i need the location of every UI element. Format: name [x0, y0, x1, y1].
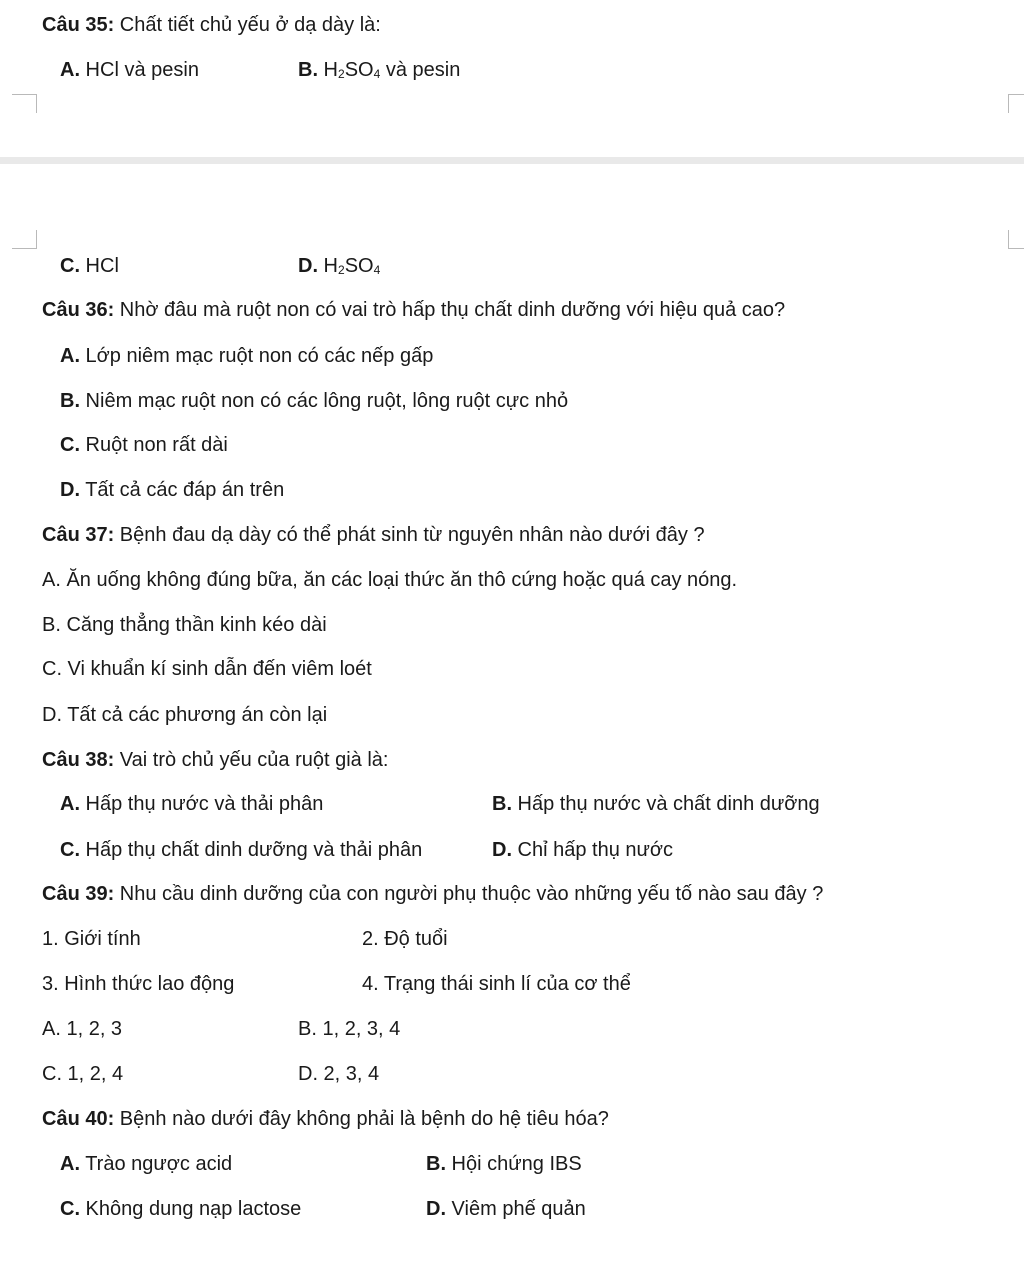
page-corner-mark	[12, 94, 37, 113]
option-b: B. Hấp thụ nước và chất dinh dưỡng	[492, 793, 820, 815]
question-number: Câu 39:	[42, 883, 115, 905]
question-text: Vai trò chủ yếu của ruột già là:	[114, 749, 389, 771]
option-b: B. H2SO4 và pesin	[298, 59, 461, 81]
option-d: D. Tất cả các phương án còn lại	[42, 704, 328, 726]
question-number: Câu 37:	[42, 524, 115, 546]
page-break	[0, 157, 1024, 164]
question-number: Câu 36:	[42, 299, 115, 321]
page-corner-mark	[1008, 94, 1024, 113]
question-number: Câu 38:	[42, 749, 115, 771]
page-corner-mark	[12, 230, 37, 249]
option-b: B. Hội chứng IBS	[426, 1153, 582, 1175]
option-c: C. 1, 2, 4	[42, 1063, 124, 1085]
option-d: D. Viêm phế quản	[426, 1198, 586, 1220]
option-a: A. Hấp thụ nước và thải phân	[60, 793, 324, 815]
option-a: A. HCl và pesin	[60, 59, 199, 81]
question-39	[42, 882, 823, 906]
option-c: C. Hấp thụ chất dinh dưỡng và thải phân	[60, 839, 423, 861]
question-35	[42, 13, 381, 37]
question-40	[42, 1107, 609, 1131]
option-d: D. H2SO4	[298, 255, 381, 277]
factor-1: 1. Giới tính	[42, 928, 141, 950]
option-a: A. Lớp niêm mạc ruột non có các nếp gấp	[60, 345, 434, 367]
option-c: C. Vi khuẩn kí sinh dẫn đến viêm loét	[42, 658, 372, 680]
question-number: Câu 40:	[42, 1108, 115, 1130]
option-a: A. Ăn uống không đúng bữa, ăn các loại thức ăn thô cứng hoặc quá cay nóng.	[42, 569, 738, 591]
option-b: B. Căng thẳng thần kinh kéo dài	[42, 614, 327, 636]
question-text: Nhu cầu dinh dưỡng của con người phụ thuộc vào những yếu tố nào sau đây ?	[114, 883, 824, 905]
page-corner-mark	[1008, 230, 1024, 249]
factor-2: 2. Độ tuổi	[362, 928, 448, 950]
option-c: C. Không dung nạp lactose	[60, 1198, 302, 1220]
option-a: A. Trào ngược acid	[60, 1153, 233, 1175]
option-d: D. Tất cả các đáp án trên	[60, 479, 285, 501]
question-text: Chất tiết chủ yếu ở dạ dày là:	[114, 14, 381, 36]
option-c: C. HCl	[60, 255, 119, 277]
question-text: Nhờ đâu mà ruột non có vai trò hấp thụ chất dinh dưỡng với hiệu quả cao?	[114, 299, 786, 321]
option-d: D. Chỉ hấp thụ nước	[492, 839, 674, 861]
option-c: C. Ruột non rất dài	[60, 434, 228, 456]
question-number: Câu 35:	[42, 14, 115, 36]
factor-3: 3. Hình thức lao động	[42, 973, 235, 995]
question-36	[42, 298, 785, 322]
question-text: Bệnh đau dạ dày có thể phát sinh từ nguyên nhân nào dưới đây ?	[114, 524, 705, 546]
option-d: D. 2, 3, 4	[298, 1063, 380, 1085]
option-a: A. 1, 2, 3	[42, 1018, 123, 1040]
option-b: B. 1, 2, 3, 4	[298, 1018, 401, 1040]
option-b: B. Niêm mạc ruột non có các lông ruột, lông ruột cực nhỏ	[60, 390, 569, 412]
question-text: Bệnh nào dưới đây không phải là bệnh do hệ tiêu hóa?	[114, 1108, 609, 1130]
factor-4: 4. Trạng thái sinh lí của cơ thể	[362, 973, 631, 995]
question-38	[42, 748, 388, 772]
question-37	[42, 523, 705, 547]
